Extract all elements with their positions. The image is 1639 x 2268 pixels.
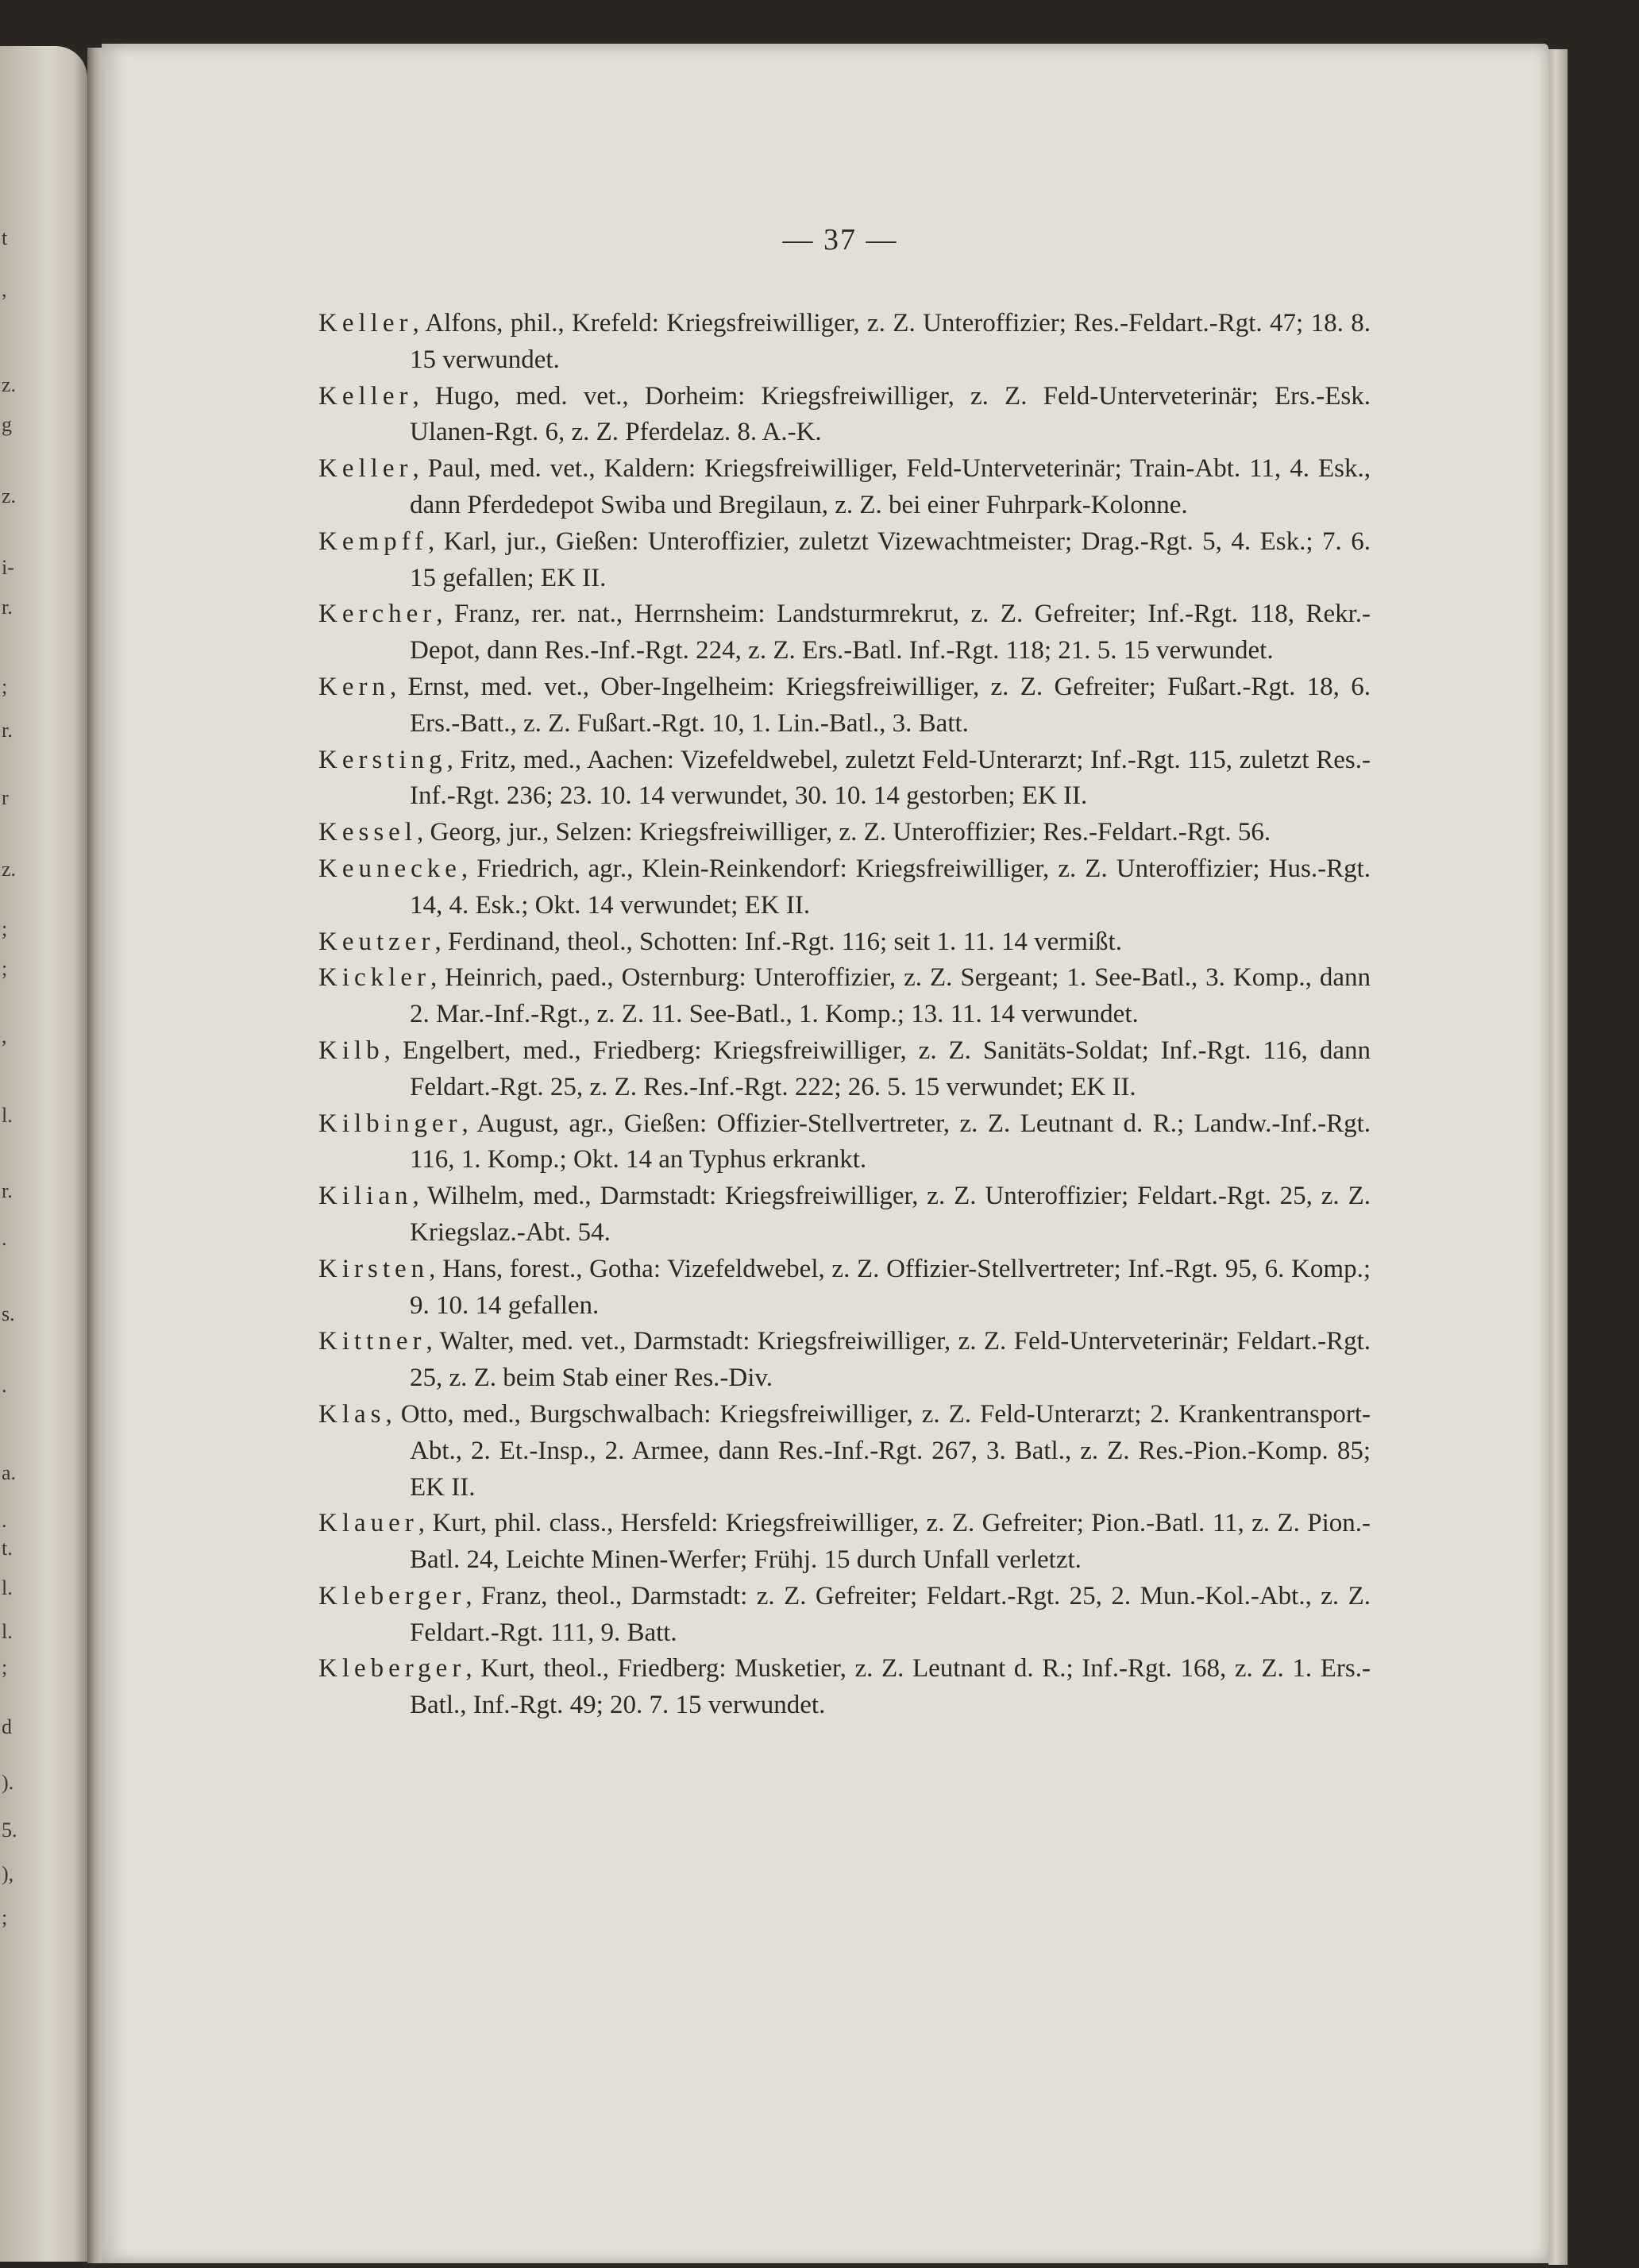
- register-entry: [318, 815, 1371, 851]
- entry-details: , Kurt, phil. class., Hersfeld: Kriegsfreiwilliger, z. Z. Gefreiter; Pion.-Batl. 11, z. Z. Pion.-Batl. 24, Leichte Minen-Werfer; Frühj. 15 durch Unfall verletzt.: [410, 1509, 1371, 1575]
- facing-page-fragment: z.: [2, 484, 17, 507]
- facing-page-fragment: r.: [2, 1179, 13, 1202]
- entry-details: , Kurt, theol., Friedberg: Musketier, z. Z. Leutnant d. R.; Inf.-Rgt. 168, z. Z. 1. Ers.-Batl., Inf.-Rgt. 49; 20. 7. 15 verwundet.: [410, 1654, 1371, 1720]
- entry-details: , Friedrich, agr., Klein-Reinkendorf: Kriegsfreiwilliger, z. Z. Unteroffizier; Hus.-Rgt. 14, 4. Esk.; Okt. 14 verwundet; EK II.: [410, 854, 1371, 920]
- register-entry: [318, 524, 1371, 597]
- facing-page-fragment: r.: [2, 719, 13, 742]
- register-entry: [318, 306, 1371, 379]
- facing-page-edge: [0, 46, 87, 2262]
- register-entry: [318, 1252, 1371, 1325]
- facing-page-fragment: r.: [2, 596, 13, 619]
- facing-page-fragment: r: [2, 786, 9, 809]
- entry-surname: Kersting: [318, 745, 447, 774]
- register-entry: [318, 1579, 1371, 1652]
- register-entries: [318, 306, 1371, 1724]
- facing-page-fragment: g: [2, 413, 12, 436]
- facing-page-fragment: l.: [2, 1104, 13, 1127]
- facing-page-fragment: 5.: [2, 1819, 17, 1842]
- register-entry: [318, 1651, 1371, 1724]
- book-page: [102, 44, 1548, 2263]
- register-entry: [318, 851, 1371, 924]
- facing-page-fragment: ),: [2, 1862, 14, 1885]
- facing-page-fragment: z.: [2, 373, 17, 396]
- facing-page-fragment: ,: [2, 278, 7, 301]
- entry-details: , August, agr., Gießen: Offizier-Stellvertreter, z. Z. Leutnant d. R.; Landw.-Inf.-Rgt. 116, 1. Komp.; Okt. 14 an Typhus erkrankt.: [410, 1109, 1371, 1174]
- entry-surname: Kilian: [318, 1182, 413, 1211]
- register-entry: [318, 742, 1371, 816]
- entry-details: , Wilhelm, med., Darmstadt: Kriegsfreiwilliger, z. Z. Unteroffizier; Feldart.-Rgt. 25, z. Z. Kriegslaz.-Abt. 54.: [410, 1182, 1371, 1247]
- entry-surname: Klas: [318, 1399, 386, 1429]
- entry-surname: Kessel: [318, 818, 417, 847]
- entry-details: , Engelbert, med., Friedberg: Kriegsfreiwilliger, z. Z. Sanitäts-Soldat; Inf.-Rgt. 116, dann Feldart.-Rgt. 25, z. Z. Res.-Inf.-Rgt. 222; 26. 5. 15 verwundet; EK II.: [384, 1036, 1371, 1101]
- entry-details: , Alfons, phil., Krefeld: Kriegsfreiwilliger, z. Z. Unteroffizier; Res.-Feldart.-Rgt. 47; 18. 8. 15 verwundet.: [410, 309, 1371, 374]
- entry-surname: Keutzer: [318, 927, 435, 956]
- facing-page-fragment: t.: [2, 1537, 13, 1560]
- entry-surname: Kercher: [318, 600, 437, 629]
- entry-details: , Franz, rer. nat., Herrnsheim: Landsturmrekrut, z. Z. Gefreiter; Inf.-Rgt. 118, Rekr.-Depot, dann Res.-Inf.-Rgt. 224, z. Z. Ers.-Batl. Inf.-Rgt. 118; 21. 5. 15 verwundet.: [410, 600, 1371, 665]
- entry-details: , Fritz, med., Aachen: Vizefeldwebel, zuletzt Feld-Unterarzt; Inf.-Rgt. 115, zuletzt Res.-Inf.-Rgt. 236; 23. 10. 14 verwundet, 30. 10. 14 gestorben; EK II.: [410, 745, 1371, 811]
- register-entry: [318, 1033, 1371, 1106]
- facing-page-fragment: .: [2, 1374, 7, 1397]
- entry-surname: Kleberger: [318, 1581, 466, 1610]
- page-number: — 37 —: [782, 223, 898, 256]
- register-entry: [318, 1506, 1371, 1579]
- entry-surname: Keunecke: [318, 854, 461, 883]
- facing-page-fragment: t: [2, 226, 8, 249]
- register-entry: [318, 960, 1371, 1033]
- entry-surname: Keller: [318, 454, 413, 484]
- facing-page-text-fragments: [0, 46, 32, 2262]
- facing-page-fragment: ;: [2, 1656, 8, 1679]
- register-entry: [318, 1324, 1371, 1397]
- entry-details: , Franz, theol., Darmstadt: z. Z. Gefreiter; Feldart.-Rgt. 25, 2. Mun.-Kol.-Abt., z. Z. Feldart.-Rgt. 111, 9. Batt.: [410, 1581, 1371, 1647]
- entry-details: , Ernst, med. vet., Ober-Ingelheim: Kriegsfreiwilliger, z. Z. Gefreiter; Fußart.-Rgt. 18, 6. Ers.-Batt., z. Z. Fußart.-Rgt. 10, 1. Lin.-Batl., 3. Batt.: [389, 672, 1371, 738]
- register-entry: [318, 924, 1371, 961]
- register-entry: [318, 451, 1371, 524]
- entry-surname: Keller: [318, 309, 413, 338]
- entry-surname: Kickler: [318, 963, 430, 993]
- entry-surname: Kern: [318, 672, 390, 701]
- register-entry: [318, 1106, 1371, 1179]
- register-entry: [318, 669, 1371, 742]
- entry-details: , Georg, jur., Selzen: Kriegsfreiwilliger, z. Z. Unteroffizier; Res.-Feldart.-Rgt. 56.: [416, 818, 1271, 847]
- facing-page-fragment: ;: [2, 917, 8, 940]
- facing-page-fragment: s.: [2, 1302, 15, 1325]
- entry-details: , Otto, med., Burgschwalbach: Kriegsfreiwilliger, z. Z. Feld-Unterarzt; 2. Krankentransport-Abt., 2. Et.-Insp., 2. Armee, dann Res.-Inf.-Rgt. 267, 3. Batl., z. Z. Res.-Pion.-Komp. 85; EK II.: [385, 1399, 1371, 1502]
- entry-details: , Hans, forest., Gotha: Vizefeldwebel, z. Z. Offizier-Stellvertreter; Inf.-Rgt. 95, 6. Komp.; 9. 10. 14 gefallen.: [410, 1254, 1371, 1320]
- register-entry: [318, 1178, 1371, 1252]
- register-entry: [318, 596, 1371, 669]
- facing-page-fragment: i-: [2, 556, 14, 579]
- facing-page-fragment: ;: [2, 675, 8, 698]
- entry-surname: Kilb: [318, 1036, 384, 1065]
- entry-surname: Kirsten: [318, 1254, 430, 1283]
- entry-details: , Ferdinand, theol., Schotten: Inf.-Rgt. 116; seit 1. 11. 14 vermißt.: [434, 927, 1122, 956]
- facing-page-fragment: l.: [2, 1576, 13, 1599]
- register-entry: [318, 1397, 1371, 1506]
- entry-surname: Klauer: [318, 1509, 418, 1538]
- entry-details: , Walter, med. vet., Darmstadt: Kriegsfreiwilliger, z. Z. Feld-Unterveterinär; Feldart.-Rgt. 25, z. Z. beim Stab einer Res.-Div.: [410, 1327, 1371, 1393]
- entry-surname: Kilbinger: [318, 1109, 462, 1138]
- facing-page-fragment: d: [2, 1715, 12, 1738]
- facing-page-fragment: ,: [2, 1024, 7, 1047]
- facing-page-fragment: l.: [2, 1620, 13, 1643]
- facing-page-fragment: ;: [2, 957, 8, 980]
- facing-page-fragment: ).: [2, 1771, 14, 1794]
- entry-surname: Kittner: [318, 1327, 426, 1356]
- entry-details: , Karl, jur., Gießen: Unteroffizier, zuletzt Vizewachtmeister; Drag.-Rgt. 5, 4. Esk.; 7. 6. 15 gefallen; EK II.: [410, 526, 1371, 592]
- entry-details: , Paul, med. vet., Kaldern: Kriegsfreiwilliger, Feld-Unterveterinär; Train-Abt. 11, 4. Esk., dann Pferdedepot Swiba und Bregilaun, z. Z. bei einer Fuhrpark-Kolonne.: [410, 454, 1371, 519]
- facing-page-fragment: .: [2, 1227, 7, 1250]
- entry-details: , Heinrich, paed., Osternburg: Unteroffizier, z. Z. Sergeant; 1. See-Batl., 3. Komp., dann 2. Mar.-Inf.-Rgt., z. Z. 11. See-Batl., 1. Komp.; 13. 11. 14 verwundet.: [410, 963, 1371, 1029]
- page-block-edge: [1548, 49, 1568, 2265]
- entry-details: , Hugo, med. vet., Dorheim: Kriegsfreiwilliger, z. Z. Feld-Unterveterinär; Ers.-Esk. Ulanen-Rgt. 6, z. Z. Pferdelaz. 8. A.-K.: [410, 381, 1371, 447]
- entry-surname: Kleberger: [318, 1654, 466, 1684]
- facing-page-fragment: a.: [2, 1461, 17, 1484]
- facing-page-fragment: .: [2, 1509, 7, 1532]
- entry-surname: Kempff: [318, 526, 429, 556]
- facing-page-fragment: ;: [2, 1906, 8, 1929]
- facing-page-fragment: z.: [2, 858, 17, 881]
- register-entry: [318, 379, 1371, 452]
- entry-surname: Keller: [318, 381, 413, 411]
